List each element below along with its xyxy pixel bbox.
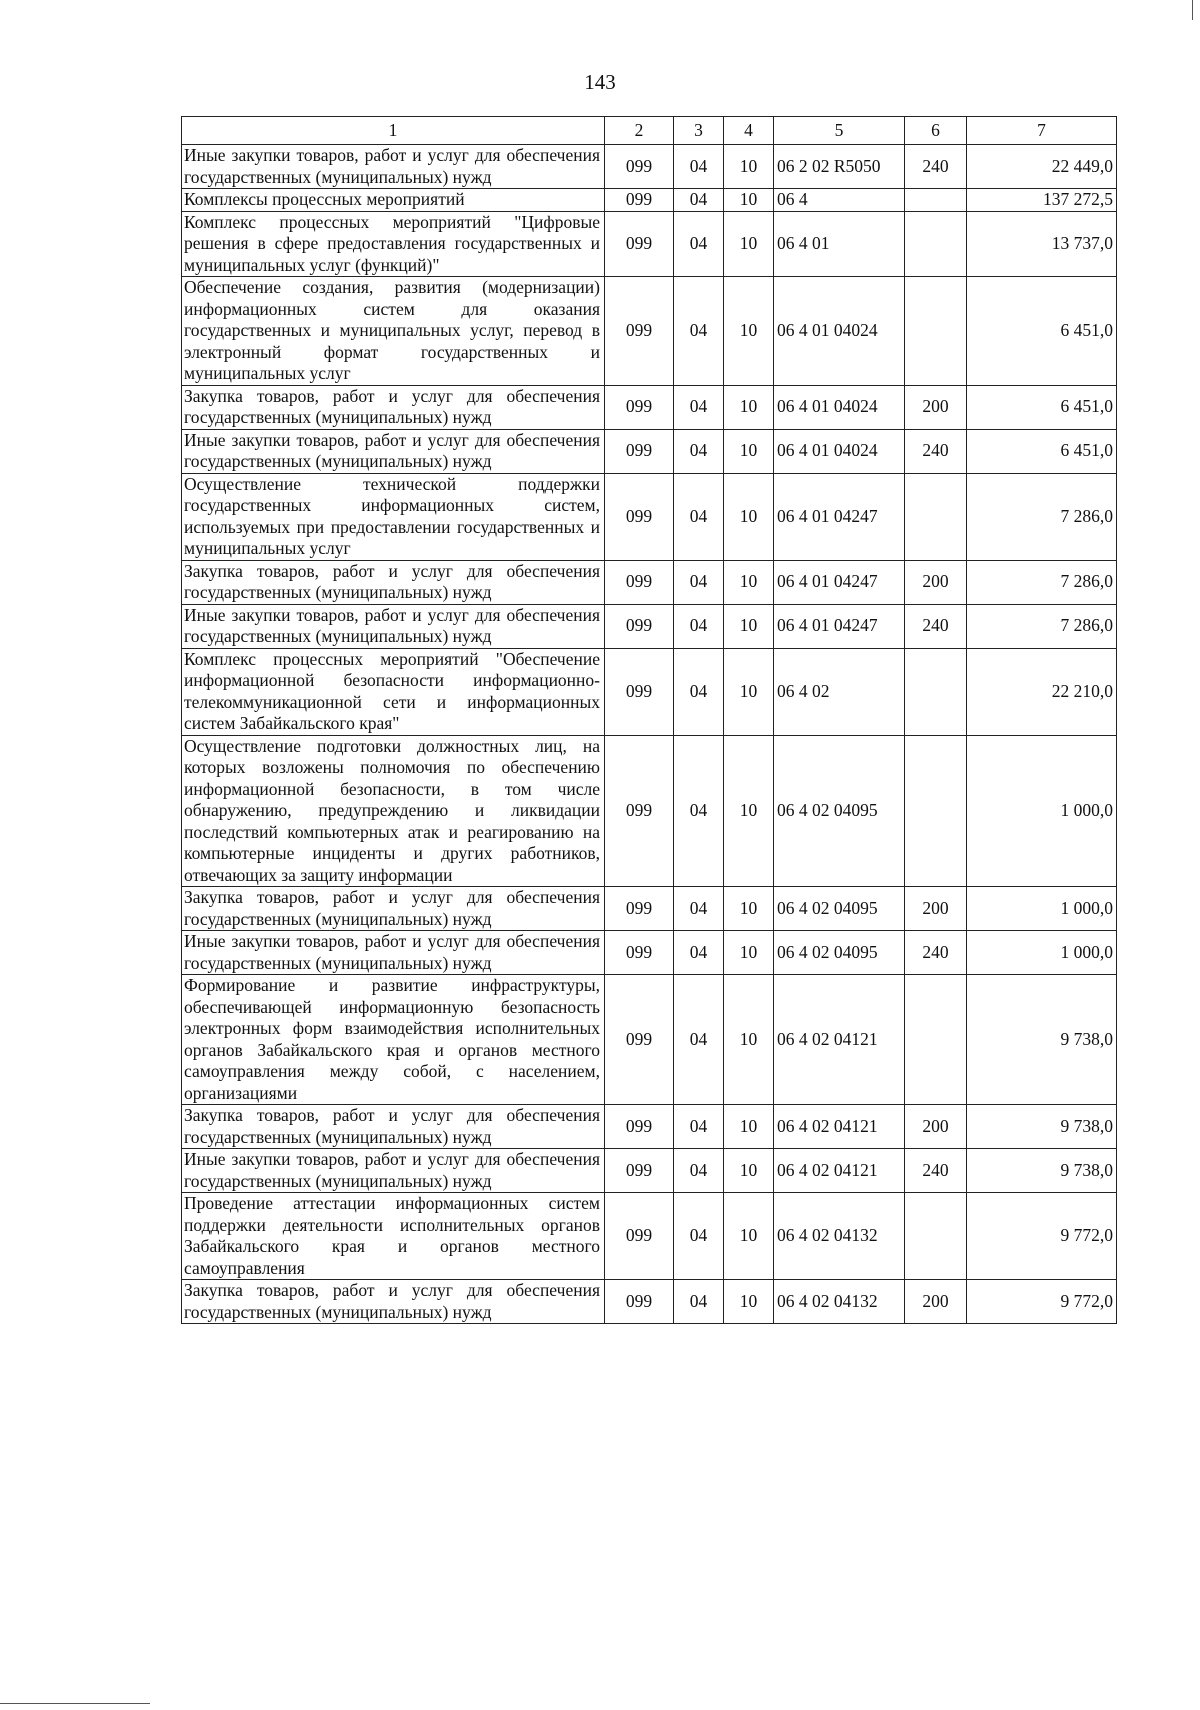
cell-col-4: 10 xyxy=(724,277,774,386)
cell-col-4: 10 xyxy=(724,931,774,975)
header-col-3: 3 xyxy=(674,117,724,145)
cell-col-5: 06 4 02 04095 xyxy=(774,887,905,931)
cell-col-5: 06 4 xyxy=(774,189,905,212)
cell-col-6 xyxy=(905,1193,967,1280)
table-row xyxy=(182,604,1117,648)
cell-col-7: 7 286,0 xyxy=(967,604,1117,648)
table-row xyxy=(182,211,1117,277)
cell-col-2: 099 xyxy=(605,211,674,277)
table-row xyxy=(182,1280,1117,1324)
cell-col-3: 04 xyxy=(674,277,724,386)
cell-col-2: 099 xyxy=(605,887,674,931)
scan-edge-bottom xyxy=(0,1703,150,1704)
cell-col-3: 04 xyxy=(674,560,724,604)
cell-name: Закупка товаров, работ и услуг для обеспечения государственных (муниципальных) нужд xyxy=(182,560,605,604)
cell-col-3: 04 xyxy=(674,1280,724,1324)
table-row xyxy=(182,1105,1117,1149)
table-row xyxy=(182,887,1117,931)
cell-col-2: 099 xyxy=(605,1149,674,1193)
table-row xyxy=(182,429,1117,473)
cell-name: Комплекс процессных мероприятий "Цифровые решения в сфере предоставления государственных и муниципальных услуг (функций)" xyxy=(182,211,605,277)
cell-col-7: 1 000,0 xyxy=(967,735,1117,887)
cell-col-5: 06 2 02 R5050 xyxy=(774,145,905,189)
cell-col-5: 06 4 02 04132 xyxy=(774,1280,905,1324)
cell-col-5: 06 4 02 04095 xyxy=(774,931,905,975)
cell-col-2: 099 xyxy=(605,189,674,212)
cell-col-4: 10 xyxy=(724,1193,774,1280)
cell-col-3: 04 xyxy=(674,211,724,277)
cell-col-2: 099 xyxy=(605,145,674,189)
budget-table xyxy=(181,116,1117,1324)
cell-col-6: 200 xyxy=(905,887,967,931)
cell-col-4: 10 xyxy=(724,211,774,277)
cell-col-3: 04 xyxy=(674,1193,724,1280)
cell-col-3: 04 xyxy=(674,887,724,931)
cell-name: Иные закупки товаров, работ и услуг для обеспечения государственных (муниципальных) нужд xyxy=(182,429,605,473)
cell-col-3: 04 xyxy=(674,975,724,1105)
cell-name: Закупка товаров, работ и услуг для обеспечения государственных (муниципальных) нужд xyxy=(182,385,605,429)
table-row xyxy=(182,648,1117,735)
cell-col-6: 200 xyxy=(905,385,967,429)
cell-col-6 xyxy=(905,189,967,212)
cell-col-7: 7 286,0 xyxy=(967,560,1117,604)
cell-col-4: 10 xyxy=(724,1149,774,1193)
table-row xyxy=(182,735,1117,887)
cell-col-3: 04 xyxy=(674,1149,724,1193)
cell-name: Комплекс процессных мероприятий "Обеспечение информационной безопасности информационно-телекоммуникационной сети и информационных систем Забайкальского края" xyxy=(182,648,605,735)
cell-col-5: 06 4 01 04024 xyxy=(774,385,905,429)
cell-col-5: 06 4 02 04132 xyxy=(774,1193,905,1280)
cell-col-4: 10 xyxy=(724,189,774,212)
header-col-1: 1 xyxy=(182,117,605,145)
cell-col-7: 6 451,0 xyxy=(967,385,1117,429)
cell-col-4: 10 xyxy=(724,473,774,560)
cell-col-2: 099 xyxy=(605,473,674,560)
cell-name: Закупка товаров, работ и услуг для обеспечения государственных (муниципальных) нужд xyxy=(182,1280,605,1324)
cell-col-5: 06 4 01 04247 xyxy=(774,560,905,604)
cell-col-3: 04 xyxy=(674,385,724,429)
cell-col-2: 099 xyxy=(605,385,674,429)
table-row xyxy=(182,1193,1117,1280)
table-row xyxy=(182,385,1117,429)
cell-col-3: 04 xyxy=(674,648,724,735)
header-col-4: 4 xyxy=(724,117,774,145)
cell-col-6: 240 xyxy=(905,931,967,975)
cell-name: Закупка товаров, работ и услуг для обеспечения государственных (муниципальных) нужд xyxy=(182,887,605,931)
cell-col-7: 1 000,0 xyxy=(967,931,1117,975)
cell-col-2: 099 xyxy=(605,1193,674,1280)
cell-col-7: 6 451,0 xyxy=(967,277,1117,386)
cell-col-7: 22 210,0 xyxy=(967,648,1117,735)
cell-col-6: 240 xyxy=(905,145,967,189)
header-row xyxy=(182,117,1117,145)
cell-col-4: 10 xyxy=(724,1105,774,1149)
cell-col-5: 06 4 01 xyxy=(774,211,905,277)
cell-col-5: 06 4 01 04024 xyxy=(774,277,905,386)
cell-col-6: 240 xyxy=(905,429,967,473)
cell-col-2: 099 xyxy=(605,429,674,473)
cell-col-6: 240 xyxy=(905,1149,967,1193)
cell-name: Иные закупки товаров, работ и услуг для обеспечения государственных (муниципальных) нужд xyxy=(182,1149,605,1193)
table-row xyxy=(182,560,1117,604)
cell-col-2: 099 xyxy=(605,1105,674,1149)
cell-col-2: 099 xyxy=(605,604,674,648)
cell-col-7: 9 738,0 xyxy=(967,975,1117,1105)
table-row xyxy=(182,277,1117,386)
cell-col-5: 06 4 01 04247 xyxy=(774,604,905,648)
table-row xyxy=(182,145,1117,189)
cell-col-7: 9 772,0 xyxy=(967,1280,1117,1324)
cell-col-6 xyxy=(905,211,967,277)
cell-col-4: 10 xyxy=(724,429,774,473)
cell-col-6 xyxy=(905,473,967,560)
cell-name: Осуществление технической поддержки государственных информационных систем, используемых при предоставлении государственных и муниципальных услуг xyxy=(182,473,605,560)
cell-col-2: 099 xyxy=(605,560,674,604)
cell-name: Иные закупки товаров, работ и услуг для обеспечения государственных (муниципальных) нужд xyxy=(182,604,605,648)
cell-col-4: 10 xyxy=(724,604,774,648)
page-number: 143 xyxy=(584,70,616,94)
cell-col-4: 10 xyxy=(724,975,774,1105)
cell-col-5: 06 4 01 04247 xyxy=(774,473,905,560)
cell-col-5: 06 4 02 04121 xyxy=(774,1105,905,1149)
cell-col-3: 04 xyxy=(674,145,724,189)
cell-col-5: 06 4 02 04121 xyxy=(774,975,905,1105)
cell-name: Иные закупки товаров, работ и услуг для обеспечения государственных (муниципальных) нужд xyxy=(182,931,605,975)
header-col-2: 2 xyxy=(605,117,674,145)
cell-col-6 xyxy=(905,975,967,1105)
cell-col-2: 099 xyxy=(605,277,674,386)
cell-col-7: 1 000,0 xyxy=(967,887,1117,931)
table-row xyxy=(182,931,1117,975)
cell-name: Комплексы процессных мероприятий xyxy=(182,189,605,212)
cell-col-4: 10 xyxy=(724,385,774,429)
table-row xyxy=(182,473,1117,560)
cell-name: Осуществление подготовки должностных лиц, на которых возложены полномочия по обеспечению информационной безопасности, в том числе обнаружению, предупреждению и ликвидации последствий компьютерных атак и реагированию на компьютерные инциденты и других работников, отвечающих за защиту информации xyxy=(182,735,605,887)
cell-col-7: 137 272,5 xyxy=(967,189,1117,212)
cell-col-5: 06 4 02 04121 xyxy=(774,1149,905,1193)
cell-col-2: 099 xyxy=(605,1280,674,1324)
cell-col-7: 9 738,0 xyxy=(967,1149,1117,1193)
table-row xyxy=(182,1149,1117,1193)
header-col-5: 5 xyxy=(774,117,905,145)
header-col-7: 7 xyxy=(967,117,1117,145)
cell-col-6: 240 xyxy=(905,604,967,648)
cell-col-7: 13 737,0 xyxy=(967,211,1117,277)
cell-col-6: 200 xyxy=(905,560,967,604)
cell-col-4: 10 xyxy=(724,648,774,735)
table-row xyxy=(182,189,1117,212)
scan-edge-right xyxy=(1192,0,1193,20)
cell-col-2: 099 xyxy=(605,648,674,735)
cell-col-6: 200 xyxy=(905,1105,967,1149)
cell-col-6 xyxy=(905,735,967,887)
cell-col-7: 9 738,0 xyxy=(967,1105,1117,1149)
cell-name: Обеспечение создания, развития (модернизации) информационных систем для оказания государственных и муниципальных услуг, перевод в электронный формат государственных и муниципальных услуг xyxy=(182,277,605,386)
cell-col-3: 04 xyxy=(674,931,724,975)
header-col-6: 6 xyxy=(905,117,967,145)
cell-col-3: 04 xyxy=(674,735,724,887)
table-row xyxy=(182,975,1117,1105)
cell-col-5: 06 4 02 04095 xyxy=(774,735,905,887)
cell-col-7: 7 286,0 xyxy=(967,473,1117,560)
cell-col-4: 10 xyxy=(724,560,774,604)
cell-name: Проведение аттестации информационных систем поддержки деятельности исполнительных органов Забайкальского края и органов местного самоуправления xyxy=(182,1193,605,1280)
cell-col-3: 04 xyxy=(674,604,724,648)
cell-col-7: 6 451,0 xyxy=(967,429,1117,473)
cell-col-2: 099 xyxy=(605,931,674,975)
cell-col-6: 200 xyxy=(905,1280,967,1324)
cell-col-2: 099 xyxy=(605,975,674,1105)
table-body xyxy=(182,145,1117,1324)
cell-col-4: 10 xyxy=(724,735,774,887)
cell-name: Закупка товаров, работ и услуг для обеспечения государственных (муниципальных) нужд xyxy=(182,1105,605,1149)
cell-col-2: 099 xyxy=(605,735,674,887)
cell-col-4: 10 xyxy=(724,145,774,189)
cell-col-4: 10 xyxy=(724,1280,774,1324)
cell-col-5: 06 4 02 xyxy=(774,648,905,735)
cell-col-6 xyxy=(905,648,967,735)
cell-col-3: 04 xyxy=(674,1105,724,1149)
cell-col-3: 04 xyxy=(674,429,724,473)
cell-col-3: 04 xyxy=(674,473,724,560)
cell-name: Формирование и развитие инфраструктуры, обеспечивающей информационную безопасность электронных форм взаимодействия исполнительных органов Забайкальского края и органов местного самоуправления между собой, с населением, организациями xyxy=(182,975,605,1105)
cell-col-3: 04 xyxy=(674,189,724,212)
cell-col-5: 06 4 01 04024 xyxy=(774,429,905,473)
cell-col-4: 10 xyxy=(724,887,774,931)
cell-col-7: 22 449,0 xyxy=(967,145,1117,189)
cell-col-6 xyxy=(905,277,967,386)
cell-col-7: 9 772,0 xyxy=(967,1193,1117,1280)
cell-name: Иные закупки товаров, работ и услуг для обеспечения государственных (муниципальных) нужд xyxy=(182,145,605,189)
